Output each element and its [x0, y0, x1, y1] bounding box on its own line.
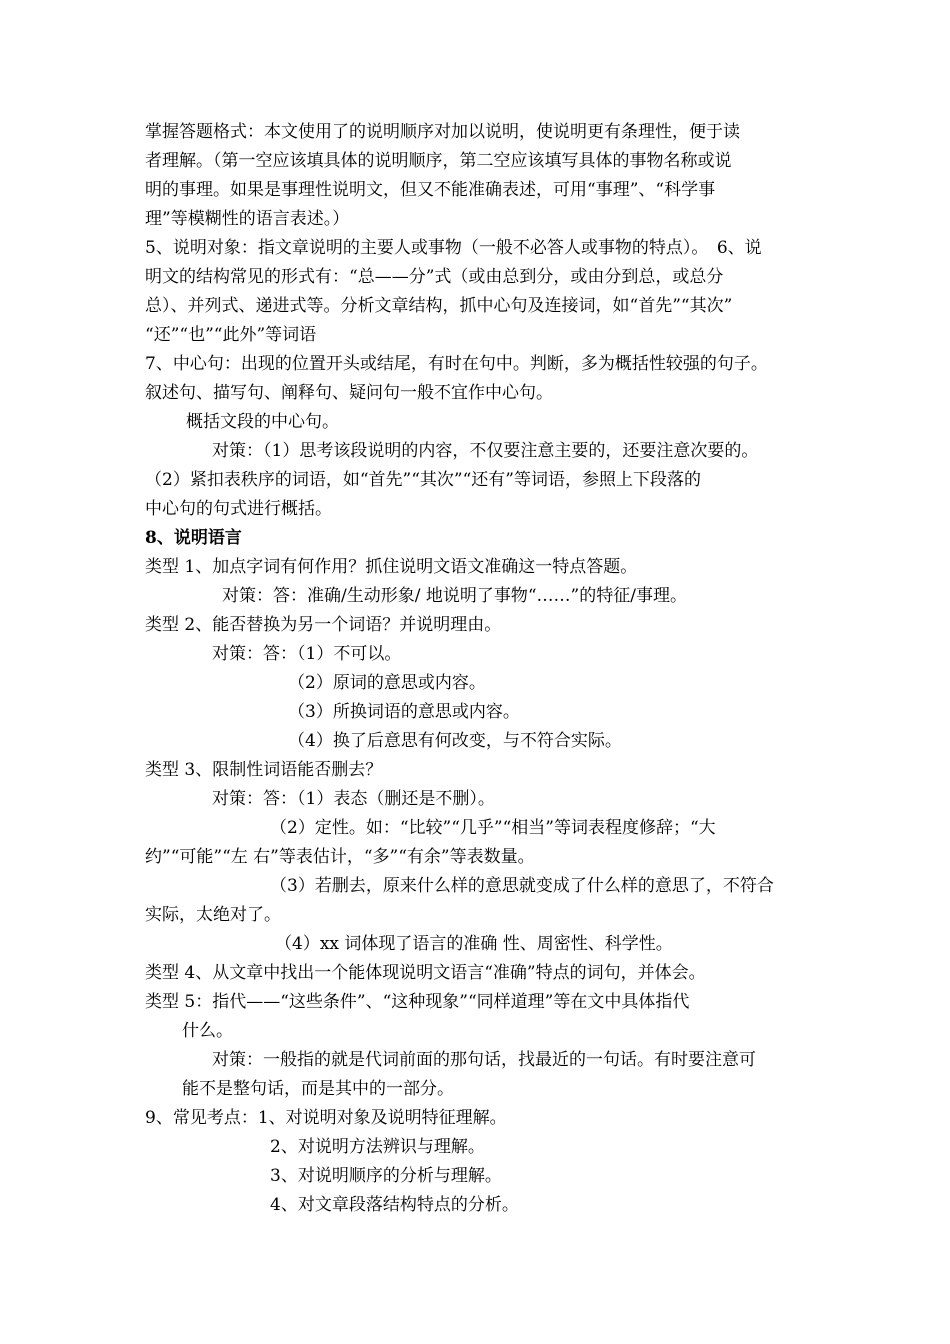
text-line: （2）原词的意思或内容。 — [288, 673, 486, 693]
text-line: 明的事理。如果是事理性说明文，但又不能准确表述，可用“事理”、“科学事 — [145, 180, 716, 200]
text-line: （3）所换词语的意思或内容。 — [288, 702, 520, 722]
text-line: 类型 3、限制性词语能否删去？ — [145, 760, 383, 780]
text-line: “还”“也”“此外”等词语 — [145, 325, 317, 345]
text-line: 掌握答题格式：本文使用了的说明顺序对加以说明，使说明更有条理性，便于读 — [145, 122, 740, 142]
text-line: （3）若删去，原来什么样的意思就变成了什么样的意思了，不符合 — [270, 876, 774, 896]
text-line: 约”“可能”“左 右”等表估计，“多”“有余”等表数量。 — [145, 847, 535, 867]
text-line: 类型 5：指代——“这些条件”、“这种现象”“同样道理”等在文中具体指代 — [145, 992, 690, 1012]
text-line: 叙述句、描写句、阐释句、疑问句一般不宜作中心句。 — [145, 383, 553, 403]
text-line: 对策：一般指的就是代词前面的那句话，找最近的一句话。有时要注意可 — [212, 1050, 756, 1070]
text-line: （2）定性。如：“比较”“几乎”“相当”等词表程度修辞；“大 — [270, 818, 716, 838]
text-line: 实际，太绝对了。 — [145, 905, 281, 925]
text-line: 2、对说明方法辨识与理解。 — [270, 1137, 485, 1157]
text-line: 7、中心句：出现的位置开头或结尾，有时在句中。判断，多为概括性较强的句子。 — [145, 354, 768, 374]
text-line: 类型 4、从文章中找出一个能体现说明文语言“准确”特点的词句，并体会。 — [145, 963, 706, 983]
text-line: 明文的结构常见的形式有：“总——分”式（或由总到分，或由分到总，或总分 — [145, 267, 724, 287]
text-line: 对策：答：（1）表态（删还是不删）。 — [212, 789, 495, 809]
text-line: 能不是整句话，而是其中的一部分。 — [182, 1079, 454, 1099]
text-line: （4）xx 词体现了语言的准确 性、周密性、科学性。 — [275, 934, 673, 954]
section-heading: 8、说明语言 — [145, 528, 242, 548]
text-line: 对策：答：准确/生动形象/ 地说明了事物“……”的特征/事理。 — [222, 586, 687, 606]
text-line: 者理解。（第一空应该填具体的说明顺序，第二空应该填写具体的事物名称或说 — [145, 151, 732, 171]
text-line: （4）换了后意思有何改变，与不符合实际。 — [288, 731, 622, 751]
text-line: 5、说明对象：指文章说明的主要人或事物（一般不必答人或事物的特点）。 6、说 — [145, 238, 762, 258]
text-line: 类型 1、加点字词有何作用？抓住说明文语文准确这一特点答题。 — [145, 557, 638, 577]
text-line: 4、对文章段落结构特点的分析。 — [270, 1195, 519, 1215]
text-line: 类型 2、能否替换为另一个词语？并说明理由。 — [145, 615, 502, 635]
text-line: 9、常见考点：1、对说明对象及说明特征理解。 — [145, 1108, 507, 1128]
text-line: 对策：答：（1）不可以。 — [212, 644, 402, 664]
text-line: 对策：（1）思考该段说明的内容，不仅要注意主要的，还要注意次要的。 — [212, 441, 759, 461]
text-line: 概括文段的中心句。 — [186, 412, 339, 432]
text-line: 什么。 — [182, 1021, 233, 1041]
text-line: （2）紧扣表秩序的词语，如“首先”“其次”“还有”等词语，参照上下段落的 — [145, 470, 701, 490]
text-line: 理”等模糊性的语言表述。） — [145, 209, 350, 229]
text-line: 中心句的句式进行概括。 — [145, 499, 332, 519]
text-line: 总）、并列式、递进式等。分析文章结构，抓中心句及连接词，如“首先”“其次” — [145, 296, 733, 316]
text-line: 3、对说明顺序的分析与理解。 — [270, 1166, 502, 1186]
